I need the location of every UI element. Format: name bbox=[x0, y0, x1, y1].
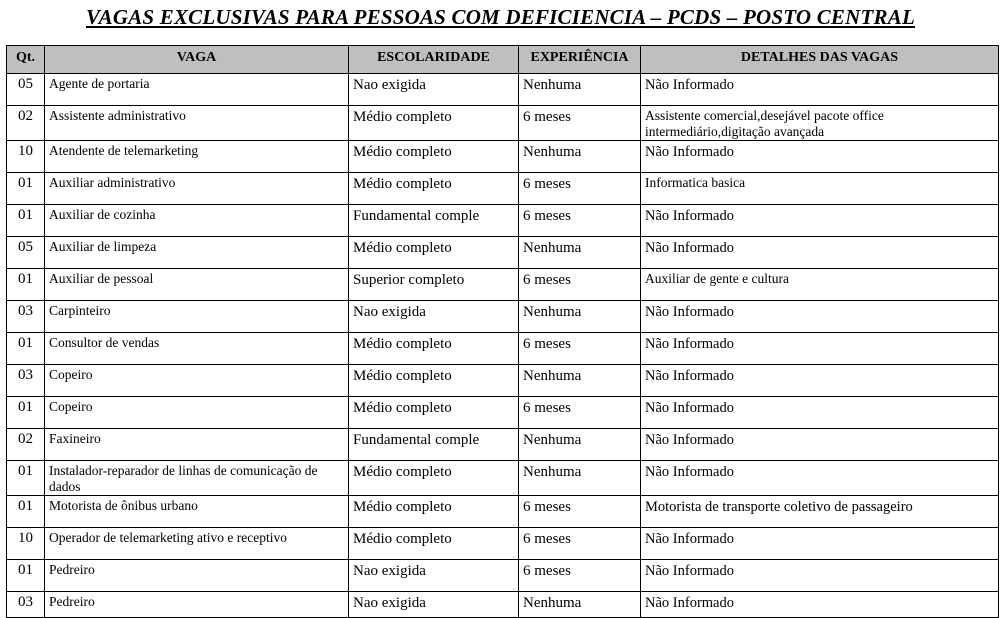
cell-detalhes: Não Informado bbox=[641, 365, 999, 397]
header-detalhes: DETALHES DAS VAGAS bbox=[641, 46, 999, 74]
cell-experiencia: 6 meses bbox=[519, 496, 641, 528]
cell-detalhes: Motorista de transporte coletivo de passageiro bbox=[641, 496, 999, 528]
cell-experiencia: 6 meses bbox=[519, 106, 641, 141]
cell-escolaridade: Superior completo bbox=[349, 269, 519, 301]
cell-detalhes: Auxiliar de gente e cultura bbox=[641, 269, 999, 301]
cell-experiencia: Nenhuma bbox=[519, 74, 641, 106]
cell-vaga: Auxiliar administrativo bbox=[45, 173, 349, 205]
cell-experiencia: Nenhuma bbox=[519, 592, 641, 618]
cell-detalhes: Não Informado bbox=[641, 141, 999, 173]
cell-escolaridade: Fundamental comple bbox=[349, 205, 519, 237]
cell-experiencia: 6 meses bbox=[519, 333, 641, 365]
cell-detalhes: Não Informado bbox=[641, 301, 999, 333]
cell-vaga: Assistente administrativo bbox=[45, 106, 349, 141]
table-row bbox=[7, 301, 999, 333]
cell-detalhes: Não Informado bbox=[641, 592, 999, 618]
cell-detalhes: Não Informado bbox=[641, 429, 999, 461]
cell-vaga: Copeiro bbox=[45, 397, 349, 429]
job-vacancies-table bbox=[6, 45, 999, 618]
cell-qt: 03 bbox=[7, 365, 45, 397]
cell-experiencia: 6 meses bbox=[519, 560, 641, 592]
cell-escolaridade: Médio completo bbox=[349, 365, 519, 397]
table-row bbox=[7, 237, 999, 269]
cell-escolaridade: Médio completo bbox=[349, 237, 519, 269]
cell-detalhes: Não Informado bbox=[641, 237, 999, 269]
cell-detalhes: Informatica basica bbox=[641, 173, 999, 205]
header-vaga: VAGA bbox=[45, 46, 349, 74]
cell-experiencia: Nenhuma bbox=[519, 429, 641, 461]
cell-escolaridade: Médio completo bbox=[349, 397, 519, 429]
table-row bbox=[7, 592, 999, 618]
cell-vaga: Auxiliar de limpeza bbox=[45, 237, 349, 269]
cell-qt: 01 bbox=[7, 269, 45, 301]
cell-vaga: Atendente de telemarketing bbox=[45, 141, 349, 173]
cell-escolaridade: Nao exigida bbox=[349, 560, 519, 592]
header-qt: Qt. bbox=[7, 46, 45, 74]
document-title: VAGAS EXCLUSIVAS PARA PESSOAS COM DEFICIENCIA – PCDS – POSTO CENTRAL bbox=[86, 5, 915, 29]
cell-vaga: Faxineiro bbox=[45, 429, 349, 461]
table-row bbox=[7, 106, 999, 141]
cell-qt: 01 bbox=[7, 397, 45, 429]
cell-experiencia: 6 meses bbox=[519, 397, 641, 429]
table-row bbox=[7, 173, 999, 205]
cell-experiencia: Nenhuma bbox=[519, 237, 641, 269]
table-row bbox=[7, 429, 999, 461]
cell-experiencia: 6 meses bbox=[519, 528, 641, 560]
cell-detalhes: Não Informado bbox=[641, 205, 999, 237]
cell-experiencia: Nenhuma bbox=[519, 461, 641, 496]
cell-qt: 05 bbox=[7, 74, 45, 106]
cell-qt: 01 bbox=[7, 173, 45, 205]
cell-detalhes: Não Informado bbox=[641, 461, 999, 496]
table-row bbox=[7, 205, 999, 237]
cell-vaga: Pedreiro bbox=[45, 592, 349, 618]
table-row bbox=[7, 333, 999, 365]
cell-vaga: Auxiliar de pessoal bbox=[45, 269, 349, 301]
cell-experiencia: 6 meses bbox=[519, 173, 641, 205]
header-experiencia: EXPERIÊNCIA bbox=[519, 46, 641, 74]
header-escolaridade: ESCOLARIDADE bbox=[349, 46, 519, 74]
cell-vaga: Operador de telemarketing ativo e receptivo bbox=[45, 528, 349, 560]
cell-detalhes: Não Informado bbox=[641, 528, 999, 560]
cell-qt: 02 bbox=[7, 106, 45, 141]
table-row bbox=[7, 74, 999, 106]
cell-escolaridade: Médio completo bbox=[349, 141, 519, 173]
cell-qt: 03 bbox=[7, 592, 45, 618]
table-header-row bbox=[7, 46, 999, 74]
cell-escolaridade: Médio completo bbox=[349, 333, 519, 365]
table-row bbox=[7, 528, 999, 560]
table-row bbox=[7, 461, 999, 496]
table-row bbox=[7, 141, 999, 173]
table-row bbox=[7, 397, 999, 429]
cell-escolaridade: Nao exigida bbox=[349, 592, 519, 618]
cell-detalhes: Não Informado bbox=[641, 333, 999, 365]
cell-escolaridade: Nao exigida bbox=[349, 74, 519, 106]
cell-qt: 02 bbox=[7, 429, 45, 461]
cell-vaga: Consultor de vendas bbox=[45, 333, 349, 365]
cell-qt: 01 bbox=[7, 333, 45, 365]
cell-qt: 03 bbox=[7, 301, 45, 333]
cell-vaga: Auxiliar de cozinha bbox=[45, 205, 349, 237]
table-row bbox=[7, 365, 999, 397]
cell-qt: 10 bbox=[7, 141, 45, 173]
cell-escolaridade: Fundamental comple bbox=[349, 429, 519, 461]
cell-escolaridade: Médio completo bbox=[349, 461, 519, 496]
cell-vaga: Motorista de ônibus urbano bbox=[45, 496, 349, 528]
table-row bbox=[7, 269, 999, 301]
cell-detalhes: Não Informado bbox=[641, 74, 999, 106]
cell-detalhes: Não Informado bbox=[641, 560, 999, 592]
cell-qt: 10 bbox=[7, 528, 45, 560]
cell-experiencia: Nenhuma bbox=[519, 301, 641, 333]
cell-vaga: Carpinteiro bbox=[45, 301, 349, 333]
cell-escolaridade: Médio completo bbox=[349, 528, 519, 560]
cell-detalhes: Assistente comercial,desejável pacote office intermediário,digitação avançada bbox=[641, 106, 999, 141]
cell-experiencia: Nenhuma bbox=[519, 365, 641, 397]
cell-vaga: Agente de portaria bbox=[45, 74, 349, 106]
cell-escolaridade: Médio completo bbox=[349, 496, 519, 528]
cell-qt: 01 bbox=[7, 205, 45, 237]
cell-experiencia: 6 meses bbox=[519, 205, 641, 237]
cell-vaga: Pedreiro bbox=[45, 560, 349, 592]
cell-experiencia: Nenhuma bbox=[519, 141, 641, 173]
cell-qt: 01 bbox=[7, 560, 45, 592]
table-row bbox=[7, 560, 999, 592]
cell-qt: 01 bbox=[7, 496, 45, 528]
cell-qt: 01 bbox=[7, 461, 45, 496]
cell-experiencia: 6 meses bbox=[519, 269, 641, 301]
cell-vaga: Instalador-reparador de linhas de comunicação de dados bbox=[45, 461, 349, 496]
cell-vaga: Copeiro bbox=[45, 365, 349, 397]
cell-escolaridade: Médio completo bbox=[349, 173, 519, 205]
cell-escolaridade: Médio completo bbox=[349, 106, 519, 141]
cell-qt: 05 bbox=[7, 237, 45, 269]
table-row bbox=[7, 496, 999, 528]
cell-detalhes: Não Informado bbox=[641, 397, 999, 429]
cell-escolaridade: Nao exigida bbox=[349, 301, 519, 333]
